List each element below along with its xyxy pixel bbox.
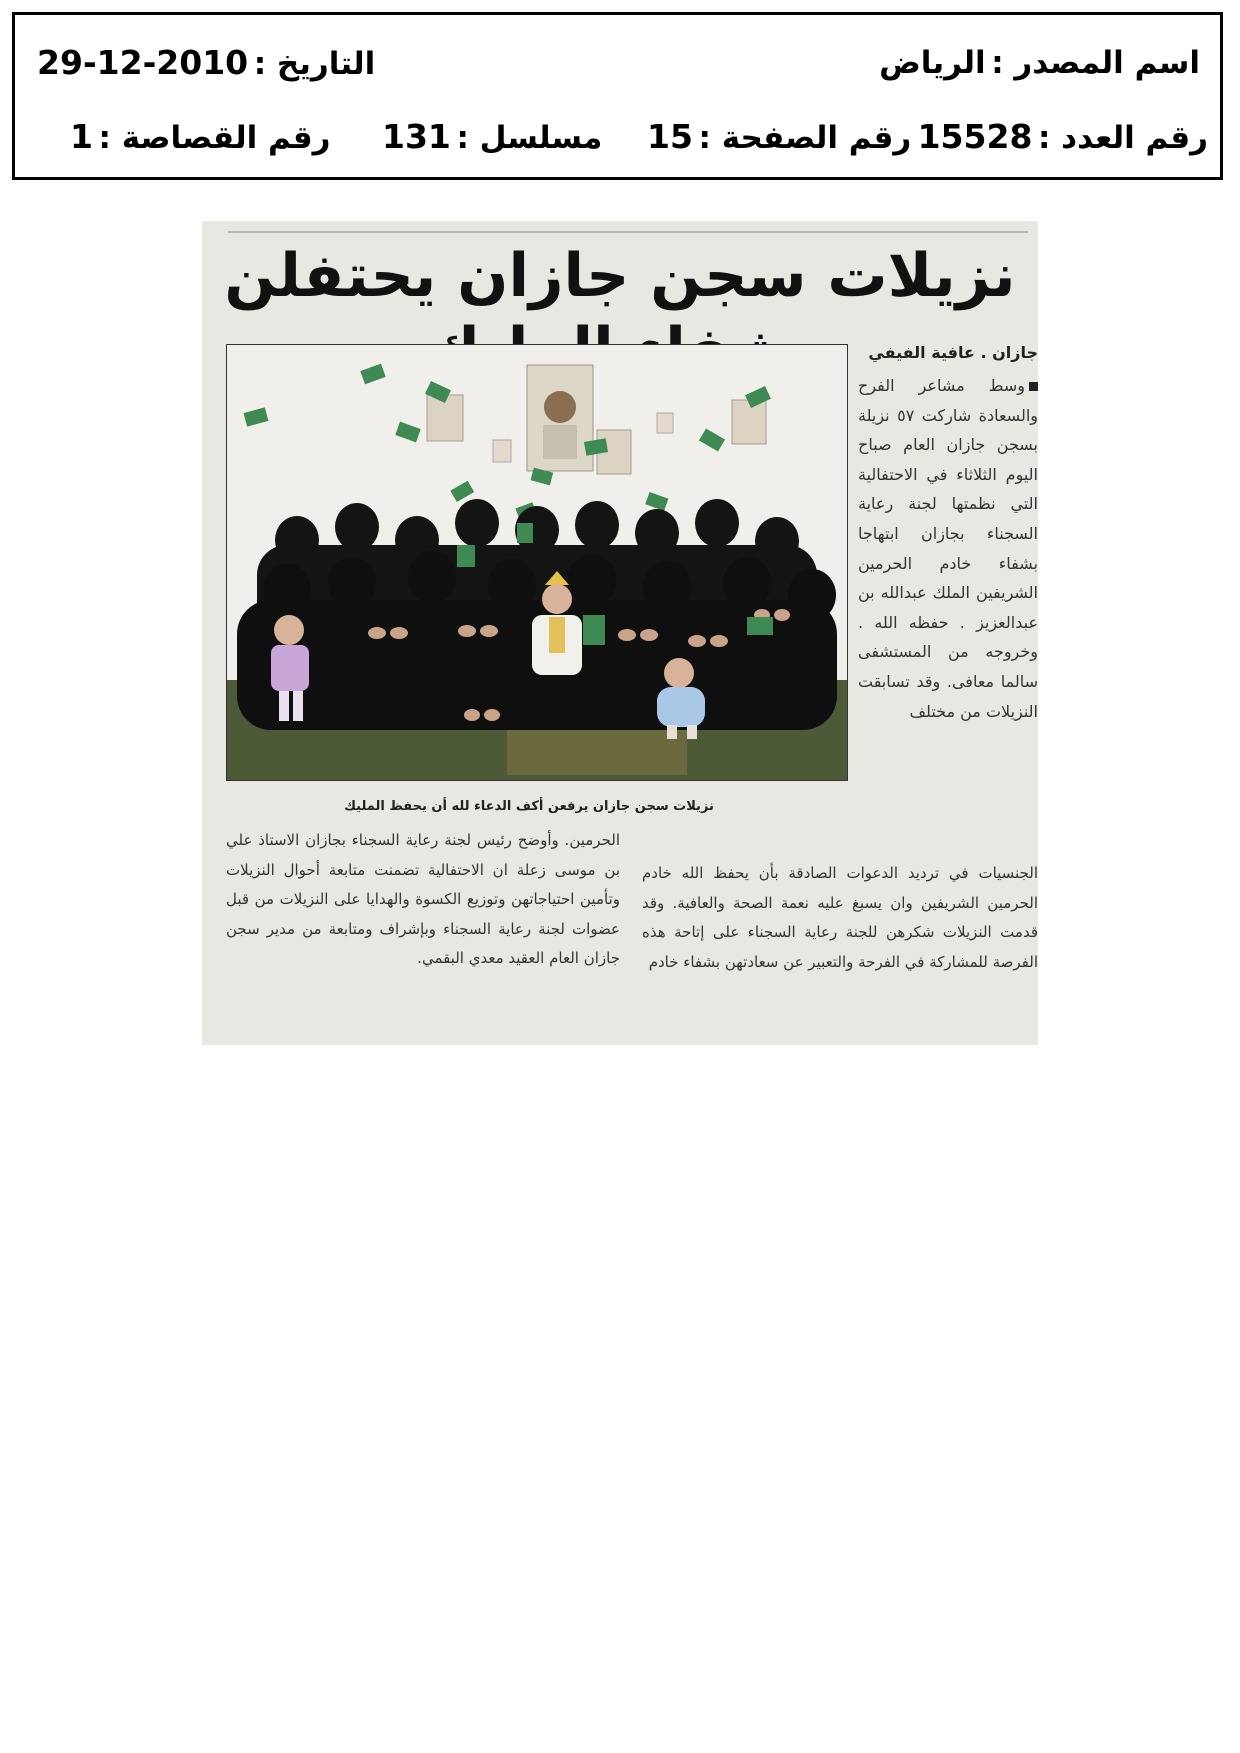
- article-column-middle: الجنسيات في ترديد الدعوات الصادقة بأن يحفظ الله خادم الحرمين الشريفين وان يسبغ عليه نعمة الصحة والعافية. وقد قدمت النزيلات شكرهن للجنة رعاية السجناء على إتاحة هذه الفرصة للمشاركة في الفرحة والتعبير عن سعادتهن بشفاء خادم: [642, 864, 1038, 971]
- article-byline: جازان . عافية الفيفي: [868, 343, 1038, 362]
- page-line: [647, 117, 911, 156]
- serial-line: [382, 117, 602, 156]
- serial-value: 131: [382, 117, 451, 156]
- photo-caption: نزيلات سجن جازان يرفعن أكف الدعاء لله أن يحفظ المليك: [344, 799, 714, 814]
- clip-line: [70, 117, 331, 156]
- issue-line: [918, 117, 1208, 156]
- article-headline: نزيلات سجن جازان يحتفلن: [224, 241, 1016, 311]
- source-line: [879, 45, 1200, 81]
- source-value: الرياض: [879, 45, 986, 81]
- source-label: اسم المصدر :: [991, 45, 1200, 81]
- article-column-left: الحرمين. وأوضح رئيس لجنة رعاية السجناء بجازان الاستاذ علي بن موسى زعلة ان الاحتفالية تضمنت متابعة أحوال النزيلات وتأمين احتياجاتهن وتوزيع الكسوة والهدايا على النزيلات من قبل عضوات لجنة رعاية السجناء وبإشراف ومتابعة من مدير سجن جازان العام العقيد معدي البقمي.: [226, 831, 620, 967]
- date-value: 2010-12-29: [37, 43, 249, 82]
- group-photo-illustration: [227, 345, 847, 780]
- clip-value: 1: [70, 117, 93, 156]
- article-photo: [226, 344, 848, 781]
- date-label: التاريخ :: [253, 46, 376, 82]
- article-text-right: وسط مشاعر الفرح والسعادة شاركت ٥٧ نزيلة بسجن جازان العام صباح اليوم الثلاثاء في الاحتفالية التي نظمتها لجنة رعاية السجناء بجازان ابتهاجا بشفاء خادم الحرمين الشريفين الملك عبدالله بن عبدالعزيز . حفظه الله . وخروجه من المستشفى سالما معافى. وقد تسابقت النزيلات من مختلف: [858, 376, 1038, 721]
- article-column-right: [858, 371, 1038, 726]
- serial-label: مسلسل :: [456, 120, 603, 156]
- issue-value: 15528: [917, 117, 1033, 156]
- issue-label: رقم العدد :: [1037, 120, 1208, 156]
- bullet-icon: [1029, 382, 1038, 391]
- page-label: رقم الصفحة :: [698, 120, 912, 156]
- page-value: 15: [647, 117, 693, 156]
- clip-label: رقم القصاصة :: [98, 120, 331, 156]
- date-line: [37, 43, 375, 82]
- document-header: [12, 12, 1223, 180]
- newspaper-clipping: [202, 221, 1038, 1045]
- clip-rule: [228, 231, 1028, 233]
